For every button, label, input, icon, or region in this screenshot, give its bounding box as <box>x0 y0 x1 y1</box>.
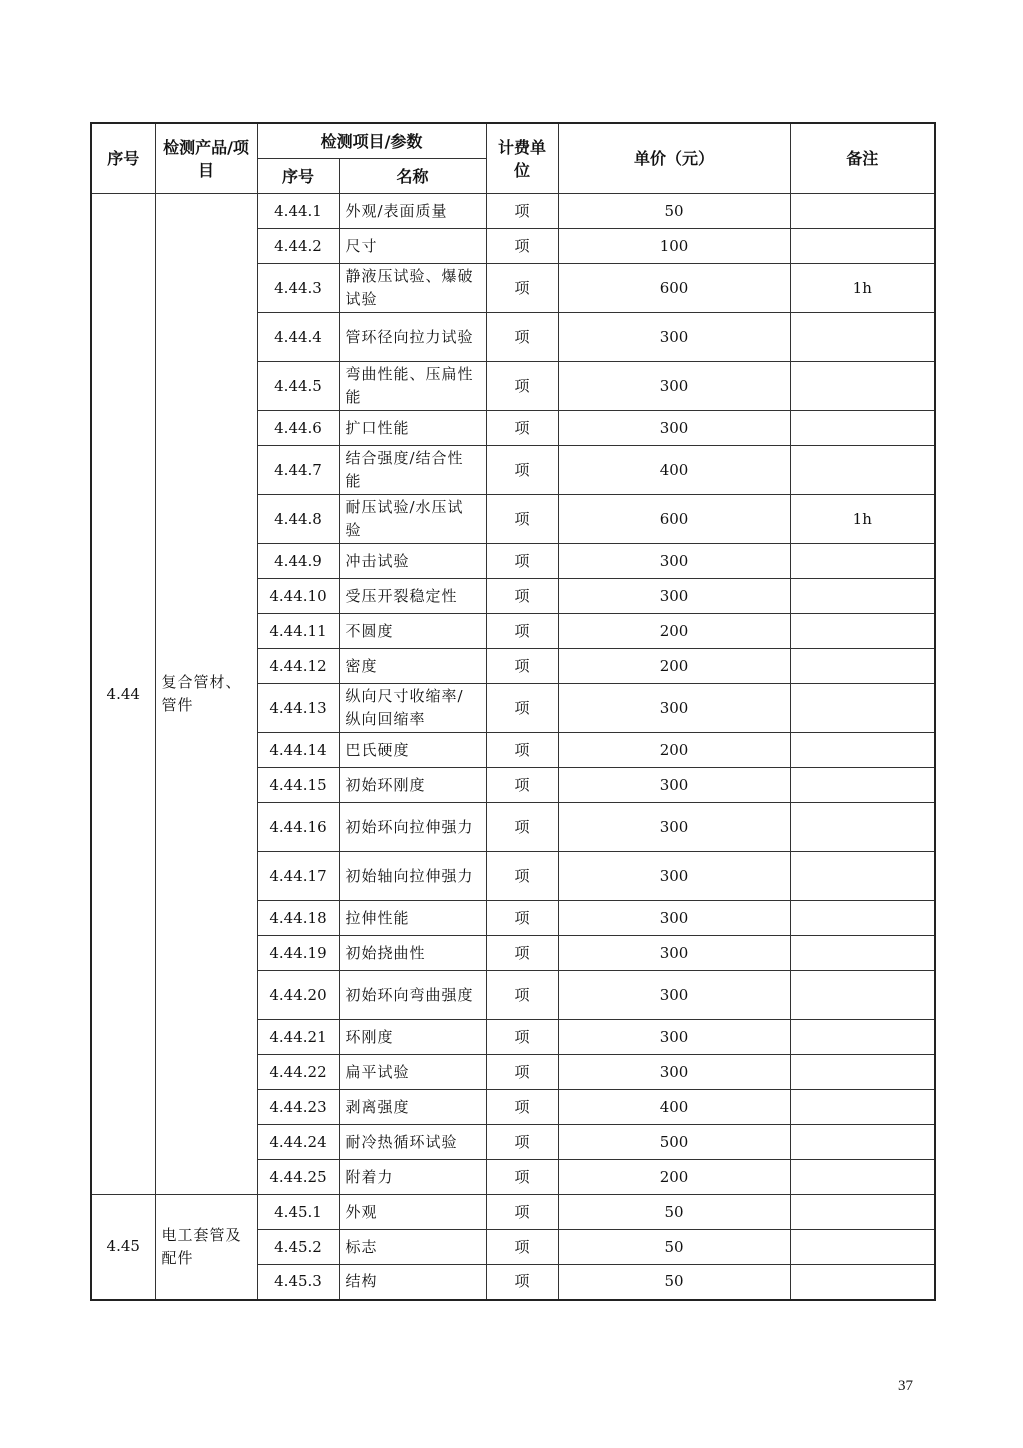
header-note: 备注 <box>790 123 935 194</box>
item-name: 扁平试验 <box>339 1055 486 1090</box>
item-name: 密度 <box>339 649 486 684</box>
item-note <box>790 803 935 852</box>
item-name: 结合强度/结合性能 <box>339 446 486 495</box>
item-note: 1h <box>790 495 935 544</box>
item-number: 4.44.13 <box>257 684 339 733</box>
item-name: 尺寸 <box>339 229 486 264</box>
item-number: 4.44.12 <box>257 649 339 684</box>
item-price: 300 <box>558 579 790 614</box>
item-unit: 项 <box>486 446 558 495</box>
item-unit: 项 <box>486 768 558 803</box>
item-note <box>790 1125 935 1160</box>
item-number: 4.44.18 <box>257 901 339 936</box>
item-note <box>790 362 935 411</box>
item-note <box>790 1090 935 1125</box>
item-name: 耐压试验/水压试验 <box>339 495 486 544</box>
header-param-seq: 序号 <box>257 159 339 194</box>
item-note <box>790 544 935 579</box>
table-body <box>91 194 935 1300</box>
page-number: 37 <box>898 1378 913 1394</box>
item-number: 4.44.15 <box>257 768 339 803</box>
item-price: 300 <box>558 684 790 733</box>
item-number: 4.44.17 <box>257 852 339 901</box>
item-note <box>790 1230 935 1265</box>
item-note <box>790 901 935 936</box>
item-price: 300 <box>558 313 790 362</box>
item-note <box>790 411 935 446</box>
item-number: 4.44.20 <box>257 971 339 1020</box>
item-unit: 项 <box>486 936 558 971</box>
item-price: 300 <box>558 901 790 936</box>
item-unit: 项 <box>486 313 558 362</box>
item-price: 300 <box>558 768 790 803</box>
item-price: 600 <box>558 495 790 544</box>
item-unit: 项 <box>486 803 558 852</box>
item-number: 4.44.10 <box>257 579 339 614</box>
item-unit: 项 <box>486 411 558 446</box>
item-price: 300 <box>558 544 790 579</box>
item-number: 4.44.9 <box>257 544 339 579</box>
item-note <box>790 936 935 971</box>
item-number: 4.44.4 <box>257 313 339 362</box>
item-unit: 项 <box>486 579 558 614</box>
item-price: 300 <box>558 1020 790 1055</box>
item-name: 外观 <box>339 1195 486 1230</box>
item-name: 拉伸性能 <box>339 901 486 936</box>
item-note <box>790 1195 935 1230</box>
item-note <box>790 971 935 1020</box>
item-price: 300 <box>558 971 790 1020</box>
item-price: 100 <box>558 229 790 264</box>
item-unit: 项 <box>486 229 558 264</box>
item-number: 4.44.21 <box>257 1020 339 1055</box>
item-note <box>790 313 935 362</box>
item-name: 外观/表面质量 <box>339 194 486 229</box>
item-name: 标志 <box>339 1230 486 1265</box>
section-seq: 4.44 <box>91 194 155 1195</box>
table-row <box>91 194 935 229</box>
item-price: 300 <box>558 852 790 901</box>
item-price: 50 <box>558 194 790 229</box>
header-seq: 序号 <box>91 123 155 194</box>
item-number: 4.44.25 <box>257 1160 339 1195</box>
item-name: 管环径向拉力试验 <box>339 313 486 362</box>
item-price: 300 <box>558 1055 790 1090</box>
item-name: 初始挠曲性 <box>339 936 486 971</box>
item-number: 4.44.23 <box>257 1090 339 1125</box>
item-name: 剥离强度 <box>339 1090 486 1125</box>
item-name: 环刚度 <box>339 1020 486 1055</box>
item-note <box>790 446 935 495</box>
item-unit: 项 <box>486 1160 558 1195</box>
item-note <box>790 1160 935 1195</box>
item-number: 4.44.14 <box>257 733 339 768</box>
item-note <box>790 194 935 229</box>
item-unit: 项 <box>486 1230 558 1265</box>
item-number: 4.44.8 <box>257 495 339 544</box>
item-name: 静液压试验、爆破试验 <box>339 264 486 313</box>
item-note <box>790 733 935 768</box>
item-unit: 项 <box>486 614 558 649</box>
item-note <box>790 684 935 733</box>
item-price: 200 <box>558 733 790 768</box>
item-price: 600 <box>558 264 790 313</box>
header-param-group: 检测项目/参数 <box>257 123 486 159</box>
item-unit: 项 <box>486 971 558 1020</box>
header-param-name: 名称 <box>339 159 486 194</box>
item-price: 50 <box>558 1265 790 1300</box>
item-price: 300 <box>558 411 790 446</box>
item-price: 300 <box>558 936 790 971</box>
fee-table <box>90 122 936 1301</box>
item-price: 300 <box>558 803 790 852</box>
item-unit: 项 <box>486 362 558 411</box>
item-name: 巴氏硬度 <box>339 733 486 768</box>
item-note <box>790 649 935 684</box>
item-name: 纵向尺寸收缩率/纵向回缩率 <box>339 684 486 733</box>
item-note <box>790 579 935 614</box>
item-price: 50 <box>558 1195 790 1230</box>
item-note <box>790 1020 935 1055</box>
item-price: 200 <box>558 1160 790 1195</box>
header-price: 单价（元） <box>558 123 790 194</box>
item-number: 4.44.11 <box>257 614 339 649</box>
item-price: 300 <box>558 362 790 411</box>
item-note <box>790 229 935 264</box>
header-unit: 计费单位 <box>486 123 558 194</box>
item-unit: 项 <box>486 264 558 313</box>
item-number: 4.44.24 <box>257 1125 339 1160</box>
item-unit: 项 <box>486 733 558 768</box>
item-note <box>790 852 935 901</box>
item-unit: 项 <box>486 1090 558 1125</box>
item-price: 400 <box>558 1090 790 1125</box>
item-note: 1h <box>790 264 935 313</box>
item-number: 4.45.2 <box>257 1230 339 1265</box>
item-price: 200 <box>558 614 790 649</box>
item-number: 4.45.3 <box>257 1265 339 1300</box>
item-unit: 项 <box>486 1055 558 1090</box>
item-note <box>790 1265 935 1300</box>
item-unit: 项 <box>486 1195 558 1230</box>
item-name: 冲击试验 <box>339 544 486 579</box>
item-name: 初始环刚度 <box>339 768 486 803</box>
item-number: 4.44.16 <box>257 803 339 852</box>
section-product: 复合管材、管件 <box>155 194 257 1195</box>
item-name: 受压开裂稳定性 <box>339 579 486 614</box>
table-row <box>91 1195 935 1230</box>
item-number: 4.44.3 <box>257 264 339 313</box>
item-unit: 项 <box>486 684 558 733</box>
item-name: 弯曲性能、压扁性能 <box>339 362 486 411</box>
item-number: 4.44.1 <box>257 194 339 229</box>
item-unit: 项 <box>486 194 558 229</box>
item-price: 200 <box>558 649 790 684</box>
item-price: 50 <box>558 1230 790 1265</box>
item-unit: 项 <box>486 1265 558 1300</box>
item-name: 结构 <box>339 1265 486 1300</box>
item-number: 4.44.19 <box>257 936 339 971</box>
item-unit: 项 <box>486 1125 558 1160</box>
item-price: 400 <box>558 446 790 495</box>
item-price: 500 <box>558 1125 790 1160</box>
item-name: 初始环向弯曲强度 <box>339 971 486 1020</box>
item-name: 耐冷热循环试验 <box>339 1125 486 1160</box>
table-header <box>91 123 935 194</box>
item-name: 扩口性能 <box>339 411 486 446</box>
item-number: 4.44.2 <box>257 229 339 264</box>
item-unit: 项 <box>486 852 558 901</box>
item-number: 4.44.5 <box>257 362 339 411</box>
section-product: 电工套管及配件 <box>155 1195 257 1300</box>
item-note <box>790 768 935 803</box>
item-unit: 项 <box>486 901 558 936</box>
item-unit: 项 <box>486 1020 558 1055</box>
item-name: 附着力 <box>339 1160 486 1195</box>
section-seq: 4.45 <box>91 1195 155 1300</box>
item-name: 不圆度 <box>339 614 486 649</box>
item-unit: 项 <box>486 495 558 544</box>
item-name: 初始轴向拉伸强力 <box>339 852 486 901</box>
header-product: 检测产品/项目 <box>155 123 257 194</box>
item-number: 4.45.1 <box>257 1195 339 1230</box>
item-number: 4.44.22 <box>257 1055 339 1090</box>
item-name: 初始环向拉伸强力 <box>339 803 486 852</box>
item-note <box>790 614 935 649</box>
item-number: 4.44.6 <box>257 411 339 446</box>
item-unit: 项 <box>486 544 558 579</box>
item-note <box>790 1055 935 1090</box>
item-number: 4.44.7 <box>257 446 339 495</box>
item-unit: 项 <box>486 649 558 684</box>
